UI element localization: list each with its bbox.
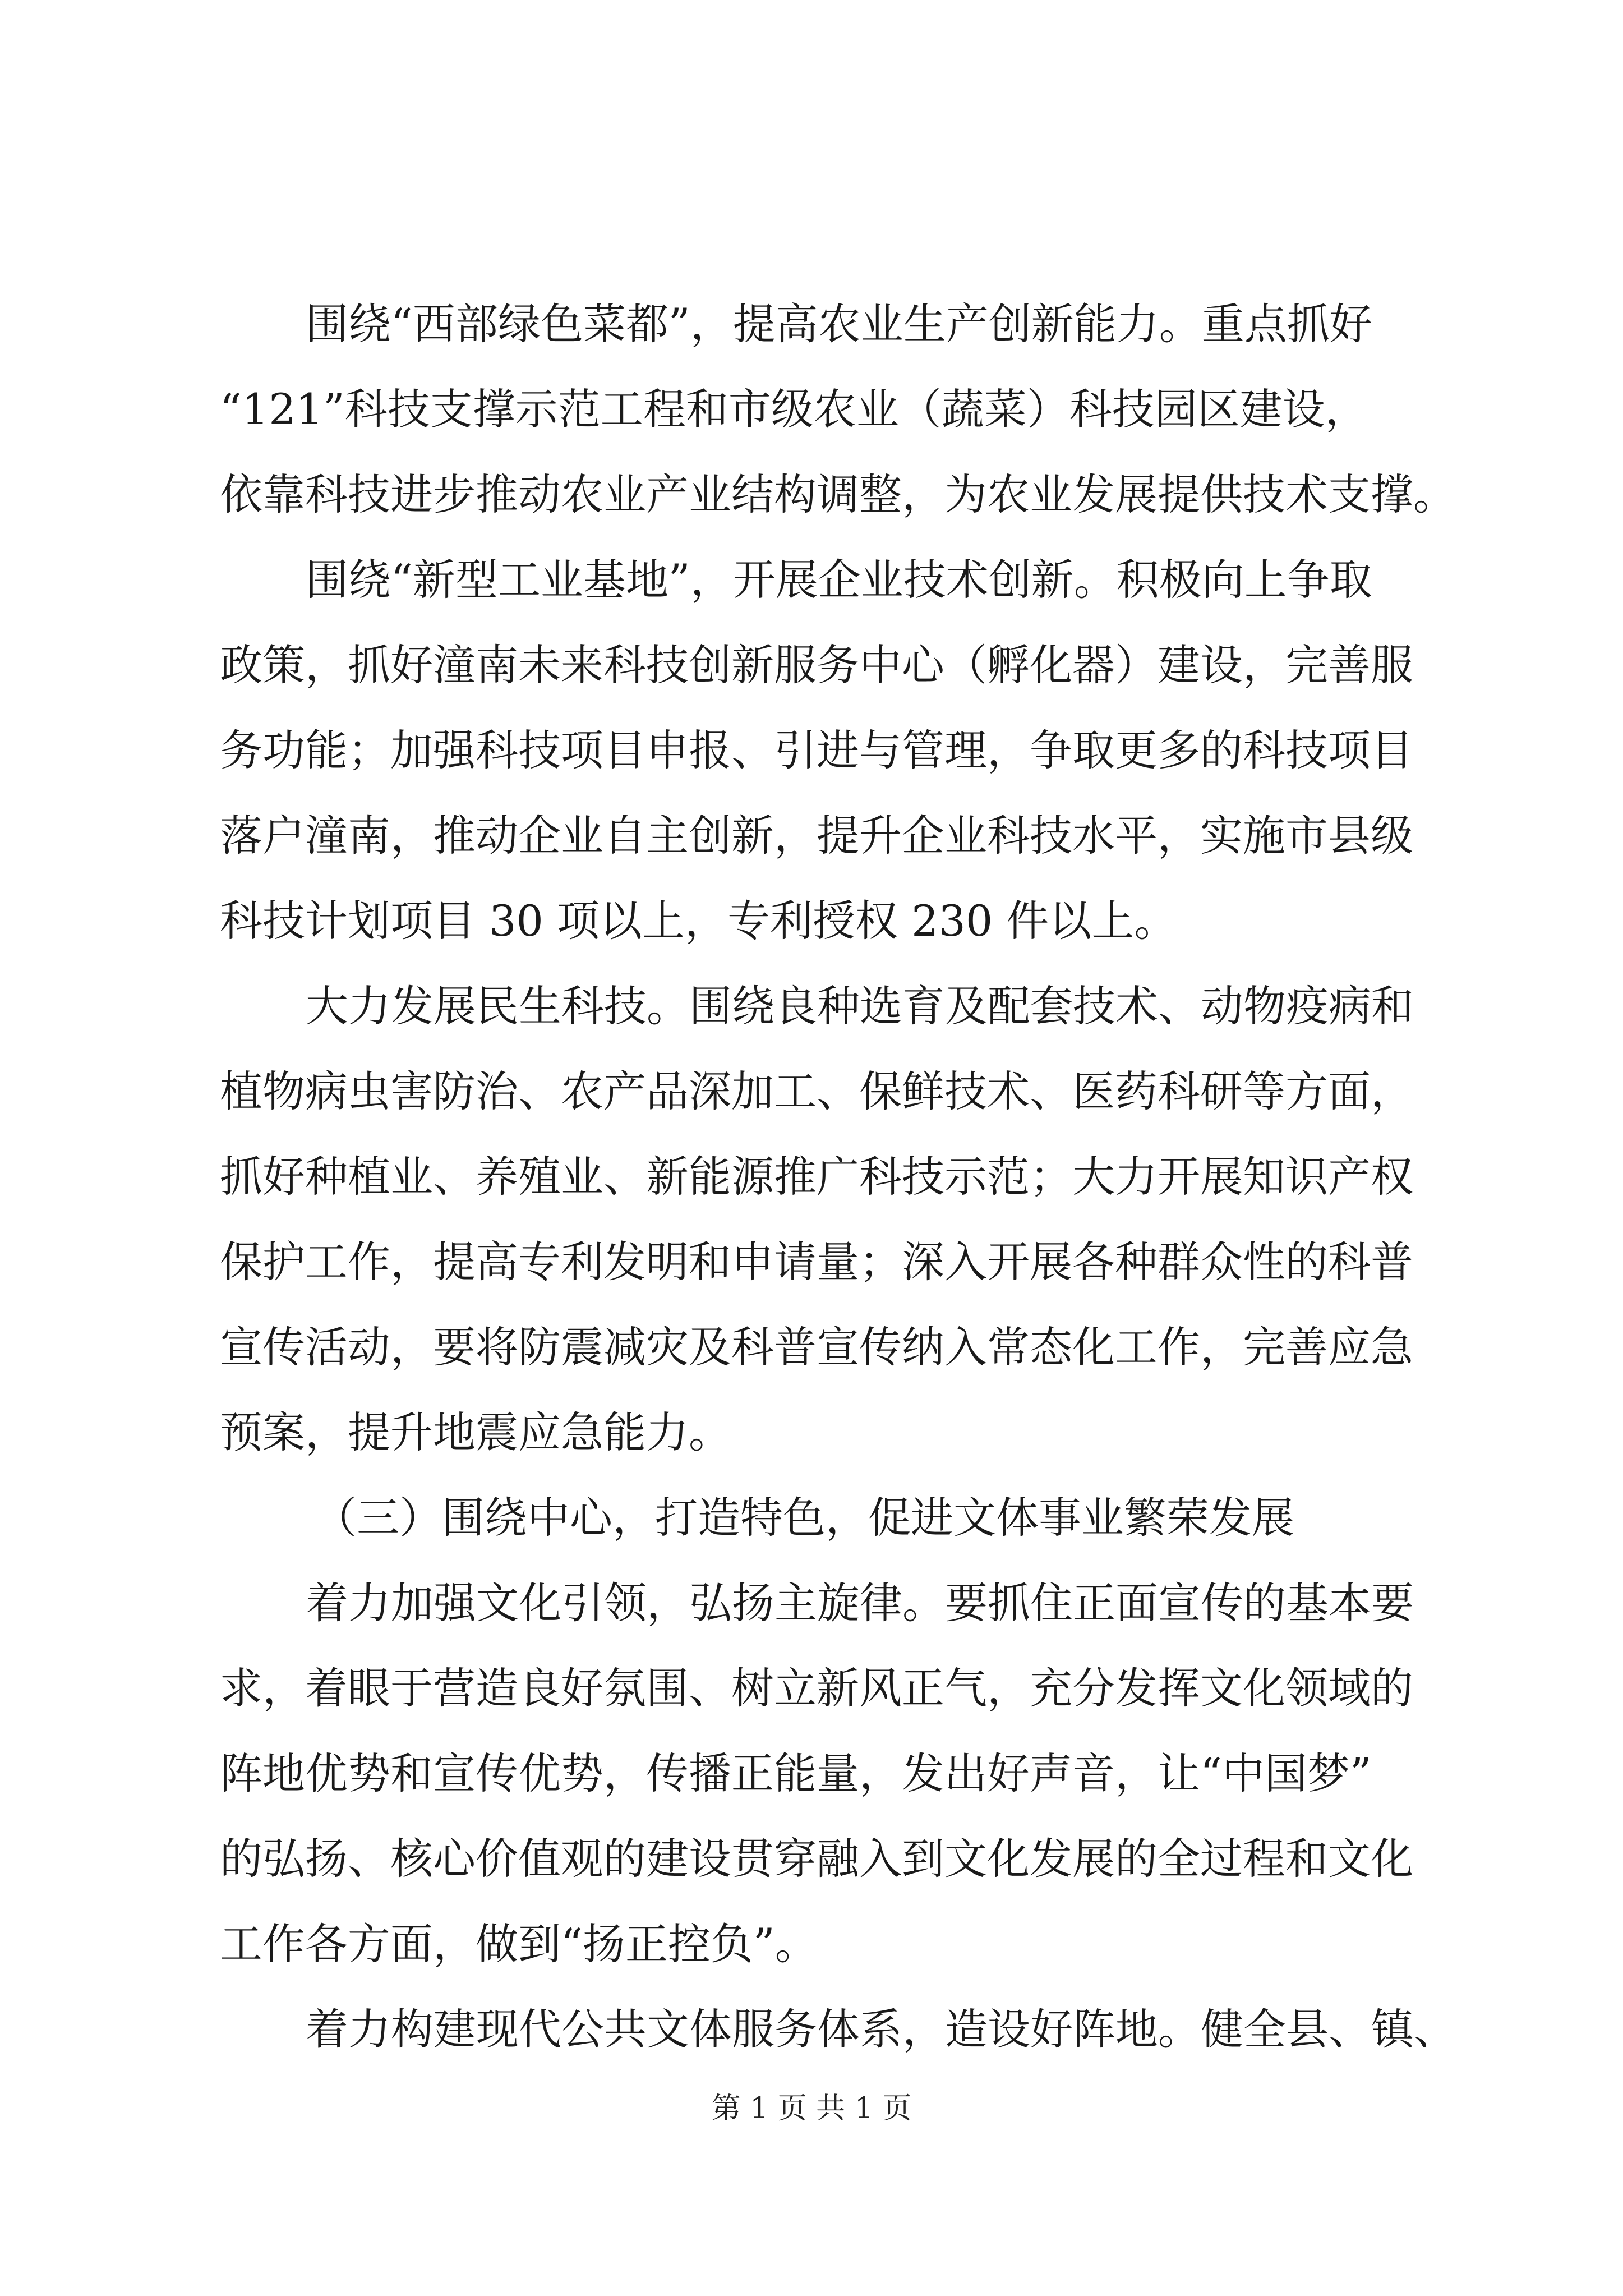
paragraph-line: “121”科技支撑示范工程和市级农业（蔬菜）科技园区建设， bbox=[220, 384, 1368, 434]
paragraph-line: 落户潼南，推动企业自主创新，提升企业科技水平，实施市县级 bbox=[220, 811, 1413, 861]
paragraph-line: 大力发展民生科技。围绕良种选育及配套技术、动物疫病和 bbox=[306, 981, 1414, 1031]
paragraph-line: 围绕“西部绿色菜都”，提高农业生产创新能力。重点抓好 bbox=[306, 299, 1372, 349]
paragraph-line: 求，着眼于营造良好氛围、树立新风正气，充分发挥文化领域的 bbox=[220, 1663, 1413, 1713]
paragraph-line: 工作各方面，做到“扬正控负”。 bbox=[220, 1919, 818, 1969]
paragraph-line: 植物病虫害防治、农产品深加工、保鲜技术、医药科研等方面， bbox=[220, 1066, 1413, 1116]
paragraph-line: 抓好种植业、养殖业、新能源推广科技示范；大力开展知识产权 bbox=[220, 1152, 1413, 1202]
paragraph-line: 预案，提升地震应急能力。 bbox=[220, 1407, 731, 1457]
paragraph-line: 科技计划项目 30 项以上，专利授权 230 件以上。 bbox=[220, 896, 1177, 946]
paragraph-line: 保护工作，提高专利发明和申请量；深入开展各种群众性的科普 bbox=[220, 1237, 1413, 1287]
paragraph-line: 政策，抓好潼南未来科技创新服务中心（孵化器）建设，完善服 bbox=[220, 640, 1413, 690]
paragraph-line: 着力构建现代公共文体服务体系，造设好阵地。健全县、镇、 bbox=[306, 2004, 1456, 2054]
section-heading: （三）围绕中心，打造特色，促进文体事业繁荣发展 bbox=[314, 1493, 1294, 1543]
paragraph-line: 围绕“新型工业基地”，开展企业技术创新。积极向上争取 bbox=[306, 555, 1372, 605]
paragraph-line: 务功能；加强科技项目申报、引进与管理，争取更多的科技项目 bbox=[220, 725, 1413, 775]
page-number-footer: 第 1 页 共 1 页 bbox=[711, 2092, 912, 2125]
paragraph-line: 宣传活动，要将防震减灾及科普宣传纳入常态化工作，完善应急 bbox=[220, 1322, 1413, 1372]
paragraph-line: 阵地优势和宣传优势，传播正能量，发出好声音，让“中国梦” bbox=[220, 1749, 1372, 1798]
paragraph-line: 着力加强文化引领，弘扬主旋律。要抓住正面宣传的基本要 bbox=[306, 1578, 1414, 1628]
paragraph-line: 的弘扬、核心价值观的建设贯穿融入到文化发展的全过程和文化 bbox=[220, 1834, 1413, 1884]
paragraph-line: 依靠科技进步推动农业产业结构调整，为农业发展提供技术支撑。 bbox=[220, 470, 1456, 519]
